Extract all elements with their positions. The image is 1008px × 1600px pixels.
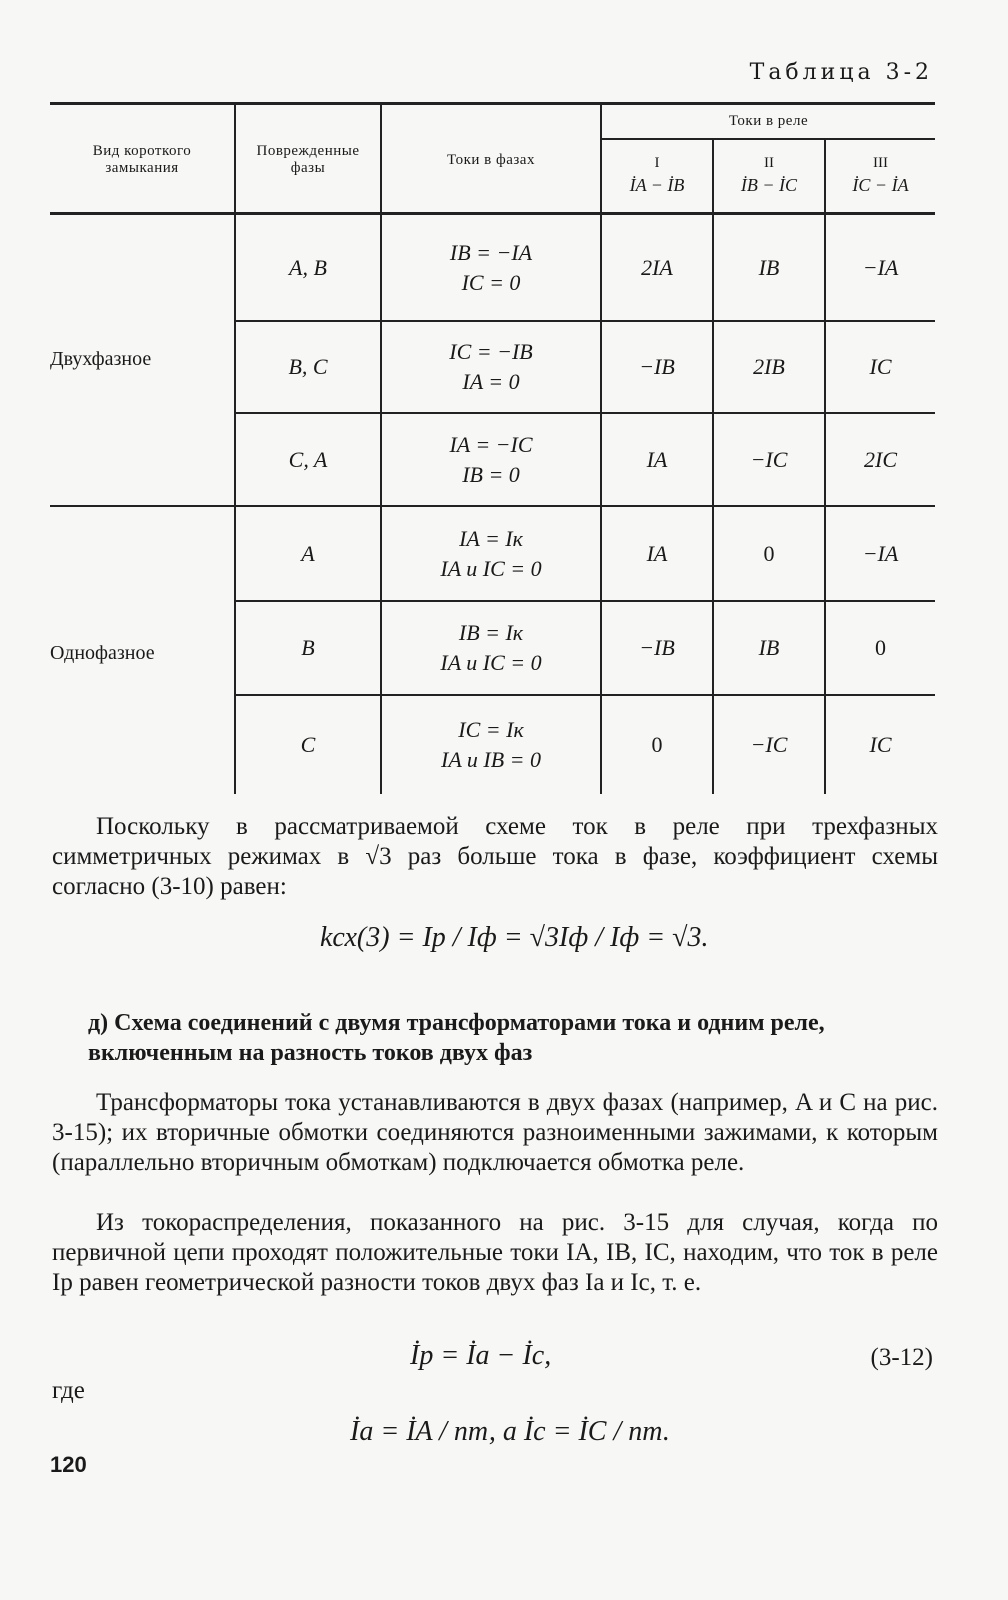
relay-cell-3: 0: [875, 635, 886, 660]
header-phase-currents: Токи в фазах: [447, 151, 535, 168]
phases-cell: C: [300, 732, 316, 757]
header-kind: Вид короткого замыкания: [92, 143, 192, 176]
relay-col-1-header: [602, 146, 712, 202]
relay-col-formula: İC − İA: [852, 175, 909, 195]
phases-cell: B: [301, 635, 315, 660]
relay-cell-2: IB: [758, 635, 780, 660]
where-label: где: [52, 1377, 85, 1404]
table-title: Таблица 3-2: [749, 60, 933, 85]
phase-currents-cell: [382, 507, 600, 600]
formula-line: IB = −IA: [449, 240, 533, 265]
formula-line: IA = Iк: [459, 525, 523, 551]
relay-cell-2: −IC: [750, 732, 788, 757]
relay-col-formula: İB − İC: [740, 175, 798, 195]
phases-cell: A: [301, 540, 315, 566]
relay-cell-1: 2IA: [641, 255, 673, 280]
relay-col-formula: İA − İB: [629, 175, 685, 195]
formula-line: IB = 0: [462, 461, 520, 487]
formula-relay-current: İр = İa − İc,: [410, 1340, 552, 1371]
relay-cell-3: 2IC: [864, 446, 897, 472]
header-bottom-rule: [50, 212, 935, 215]
relay-cell-3: −IA: [862, 255, 899, 280]
phase-currents-cell: [382, 602, 600, 694]
relay-col-2-header: [714, 146, 824, 202]
group-label-two-phase: Двухфазное: [50, 348, 152, 370]
section-heading: д) Схема соединений с двумя трансформаторами тока и одним реле, включенным на разность токов двух фаз: [88, 1010, 825, 1066]
relay-cell-2: 0: [763, 540, 775, 566]
relay-cell-2: 2IB: [753, 354, 785, 379]
formula-line: IC = −IB: [449, 339, 533, 364]
formula-line: IA = −IC: [449, 431, 533, 457]
relay-col-number: II: [764, 155, 774, 171]
table-top-rule: [50, 102, 935, 105]
header-relay-currents: Токи в реле: [728, 112, 809, 129]
group-label-single-phase: Однофазное: [50, 642, 155, 664]
relay-cell-1: −IB: [639, 635, 675, 660]
phases-cell: A, B: [289, 255, 327, 280]
phases-cell: C, A: [288, 446, 328, 472]
formula-line: IC = Iк: [458, 717, 524, 742]
formula-line: IA и IC = 0: [440, 555, 542, 581]
formula-line: IA = 0: [462, 369, 520, 394]
relay-cell-1: IA: [646, 540, 668, 566]
relay-cell-3: −IA: [862, 540, 899, 566]
phase-currents-cell: [382, 414, 600, 505]
phase-currents-cell: [382, 322, 600, 412]
formula-line: IC = 0: [461, 270, 521, 295]
formula-secondary-currents: İa = İA / nт, а İc = İC / nт.: [350, 1416, 670, 1447]
relay-cell-3: IC: [869, 732, 892, 757]
paragraph: Поскольку в рассматриваемой схеме ток в реле при трехфазных симметричных режимах в √3 раз больше тока в фазе, коэффициент схемы согласно (3-10) равен:: [52, 813, 938, 900]
phase-currents-cell: [382, 696, 600, 794]
paragraph: Из токораспределения, показанного на рис. 3-15 для случая, когда по первичной цепи проходят положительные токи IA, IB, IC, находим, что ток в реле Iр равен геометрической разности токов двух фаз Ia и Ic, т. е.: [52, 1209, 938, 1296]
relay-cell-3: IC: [869, 354, 892, 379]
relay-col-number: III: [873, 155, 888, 171]
phase-currents-cell: [382, 216, 600, 320]
relay-cell-2: IB: [758, 255, 780, 280]
equation-number: (3-12): [870, 1344, 933, 1371]
phases-cell: B, C: [288, 354, 328, 379]
formula-line: IA и IC = 0: [440, 650, 542, 675]
paragraph: Трансформаторы тока устанавливаются в двух фазах (например, A и C на рис. 3-15); их вторичные обмотки соединяются разноименными зажимами, к которым (параллельно вторичным обмоткам) подключается обмотка реле.: [52, 1089, 938, 1176]
relay-cell-1: −IB: [639, 354, 675, 379]
formula-line: IB = Iк: [458, 620, 524, 645]
relay-cell-1: IA: [646, 446, 668, 472]
page-number: 120: [50, 1452, 87, 1477]
formula-line: IA и IB = 0: [441, 747, 541, 772]
relay-col-number: I: [654, 155, 660, 171]
relay-header-rule: [602, 138, 935, 140]
formula-coefficient: kсх(3) = Iр / Iф = √3Iф / Iф = √3.: [320, 922, 709, 953]
header-phases: Поврежденные фазы: [256, 143, 360, 176]
relay-col-3-header: [826, 146, 935, 202]
relay-cell-2: −IC: [750, 446, 788, 472]
relay-cell-1: 0: [651, 732, 663, 757]
